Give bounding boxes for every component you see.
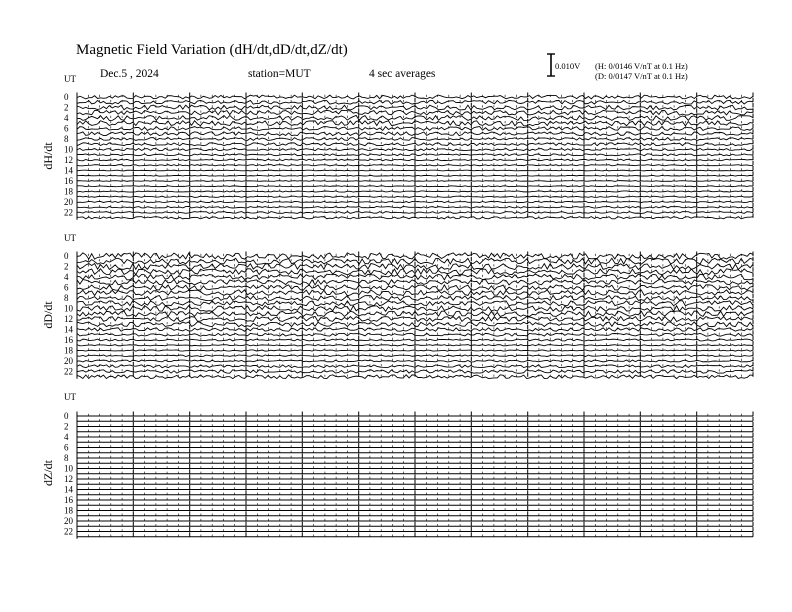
trace-row bbox=[77, 182, 753, 187]
trace-row bbox=[77, 203, 753, 208]
row-tick-label: 16 bbox=[64, 176, 73, 186]
row-tick-label: 22 bbox=[64, 366, 73, 377]
trace-row bbox=[77, 208, 753, 213]
row-tick-label: 14 bbox=[64, 165, 73, 176]
row-tick-label: 6 bbox=[64, 442, 69, 453]
trace-row bbox=[77, 454, 753, 459]
trace-row bbox=[77, 341, 753, 346]
trace-row bbox=[77, 527, 753, 532]
trace-row bbox=[77, 469, 753, 474]
trace-row bbox=[77, 511, 753, 516]
ut-axis-label: UT bbox=[64, 74, 76, 84]
trace-row bbox=[77, 496, 753, 501]
row-tick-label: 10 bbox=[64, 303, 73, 314]
row-tick-label: 22 bbox=[64, 207, 73, 218]
trace-row bbox=[77, 480, 753, 485]
trace-row bbox=[77, 145, 753, 151]
row-tick-label: 14 bbox=[64, 484, 73, 495]
ut-axis-label: UT bbox=[64, 233, 76, 243]
row-tick-label: 16 bbox=[64, 335, 73, 345]
ut-axis-label: UT bbox=[64, 392, 76, 402]
trace-row bbox=[77, 417, 753, 422]
trace-row bbox=[77, 522, 753, 527]
panel-ylabel: dZ/dt bbox=[41, 460, 55, 486]
trace-row bbox=[77, 362, 753, 368]
row-tick-label: 4 bbox=[64, 432, 69, 442]
trace-row bbox=[77, 177, 753, 182]
row-tick-label: 12 bbox=[64, 314, 73, 324]
trace-row bbox=[77, 443, 753, 448]
trace-row bbox=[77, 422, 753, 427]
scale-h-note: (H: 0/0146 V/nT at 0.1 Hz) bbox=[595, 61, 688, 71]
row-tick-label: 18 bbox=[64, 186, 73, 197]
trace-row bbox=[77, 433, 753, 438]
row-tick-label: 8 bbox=[64, 293, 69, 303]
row-tick-label: 2 bbox=[64, 421, 69, 432]
trace-row bbox=[77, 464, 753, 469]
row-tick-label: 20 bbox=[64, 356, 73, 366]
trace-row bbox=[77, 357, 753, 362]
trace-row bbox=[77, 198, 753, 203]
trace-row bbox=[77, 490, 753, 495]
row-tick-label: 6 bbox=[64, 123, 69, 134]
chart-title: Magnetic Field Variation (dH/dt,dD/dt,dZ/dt) bbox=[76, 42, 348, 58]
row-tick-label: 0 bbox=[64, 251, 69, 261]
averaging-label: 4 sec averages bbox=[369, 68, 436, 80]
row-tick-label: 22 bbox=[64, 526, 73, 537]
row-tick-label: 20 bbox=[64, 516, 73, 526]
trace-row bbox=[77, 156, 753, 161]
date-label: Dec.5 , 2024 bbox=[100, 68, 159, 80]
trace-row bbox=[77, 459, 753, 464]
row-tick-label: 8 bbox=[64, 134, 69, 144]
trace-row bbox=[77, 532, 753, 537]
row-tick-label: 10 bbox=[64, 144, 73, 155]
panel-dH-dt bbox=[41, 74, 753, 220]
trace-row bbox=[77, 171, 753, 176]
trace-row bbox=[77, 427, 753, 432]
row-tick-label: 14 bbox=[64, 324, 73, 335]
trace-row bbox=[77, 161, 753, 166]
panel-dD-dt bbox=[41, 233, 753, 379]
row-tick-label: 2 bbox=[64, 102, 69, 113]
trace-row bbox=[77, 351, 753, 356]
trace-row bbox=[77, 213, 753, 219]
trace-row bbox=[77, 192, 753, 197]
trace-row bbox=[77, 135, 753, 141]
row-tick-label: 18 bbox=[64, 505, 73, 516]
trace-row bbox=[77, 140, 753, 146]
trace-row bbox=[77, 506, 753, 511]
row-tick-label: 4 bbox=[64, 272, 69, 282]
trace-row bbox=[77, 475, 753, 480]
row-tick-label: 0 bbox=[64, 92, 69, 102]
trace-row bbox=[77, 501, 753, 506]
trace-row bbox=[77, 336, 753, 341]
trace-row bbox=[77, 372, 753, 378]
trace-row bbox=[77, 517, 753, 522]
trace-row bbox=[77, 448, 753, 453]
panel-dZ-dt bbox=[41, 392, 753, 539]
scale-bar bbox=[547, 54, 555, 76]
row-tick-label: 4 bbox=[64, 113, 69, 123]
scale-d-note: (D: 0/0147 V/nT at 0.1 Hz) bbox=[595, 71, 688, 81]
row-tick-label: 12 bbox=[64, 155, 73, 165]
panels bbox=[41, 74, 753, 539]
panel-ylabel: dD/dt bbox=[41, 301, 55, 329]
row-tick-label: 10 bbox=[64, 463, 73, 474]
row-tick-label: 20 bbox=[64, 197, 73, 207]
trace-row bbox=[77, 330, 753, 336]
row-tick-label: 12 bbox=[64, 474, 73, 484]
scale-value: 0.010V bbox=[555, 61, 581, 71]
row-tick-label: 16 bbox=[64, 495, 73, 505]
trace-row bbox=[77, 150, 753, 155]
trace-row bbox=[77, 438, 753, 443]
row-tick-label: 0 bbox=[64, 411, 69, 421]
station-label: station=MUT bbox=[248, 68, 311, 80]
row-tick-label: 2 bbox=[64, 261, 69, 272]
trace-row bbox=[77, 187, 753, 192]
row-tick-label: 18 bbox=[64, 345, 73, 356]
row-tick-label: 6 bbox=[64, 282, 69, 293]
trace-row bbox=[77, 166, 753, 171]
row-tick-label: 8 bbox=[64, 453, 69, 463]
panel-ylabel: dH/dt bbox=[41, 142, 55, 170]
trace-row bbox=[77, 485, 753, 490]
trace-row bbox=[77, 346, 753, 351]
trace-row bbox=[77, 412, 753, 417]
